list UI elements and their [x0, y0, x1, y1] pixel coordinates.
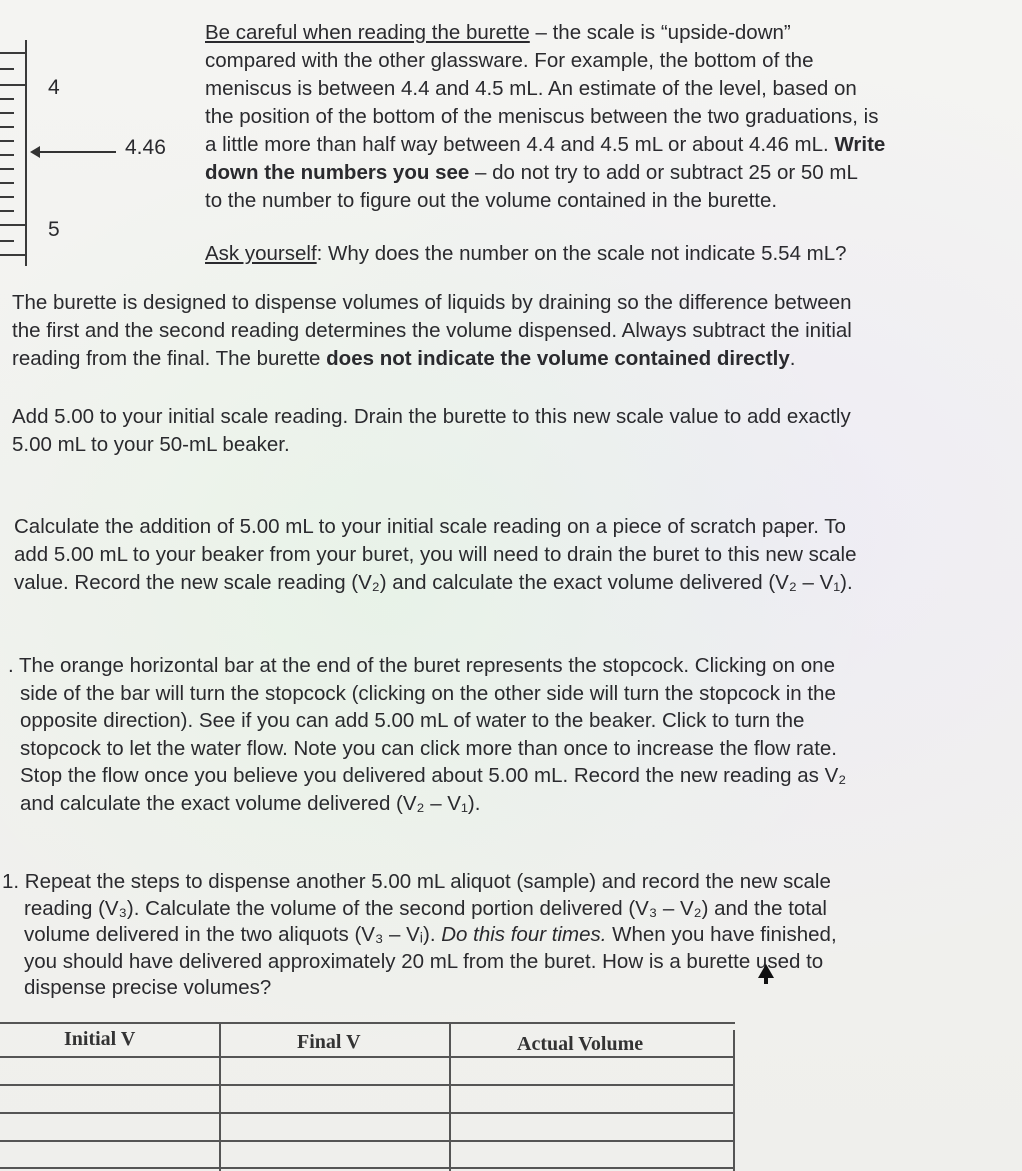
text-line: 1. Repeat the steps to dispense another 5.00 mL aliquot (sample) and record the new scale [2, 870, 831, 893]
text-line: the first and the second reading determines the volume dispensed. Always subtract the initial [12, 319, 852, 342]
text-line: . [789, 347, 796, 370]
text-line: opposite direction). See if you can add 5.00 mL of water to the beaker. Click to turn the [20, 709, 805, 732]
text-line: – the scale is “upside-down” [535, 21, 791, 44]
careful-heading: Be careful when reading the burette [205, 21, 530, 44]
header-final-v: Final V [297, 1031, 361, 1053]
table-divider [219, 1022, 221, 1171]
reading-arrow [38, 151, 116, 153]
text-line: reading (V₃). Calculate the volume of the second portion delivered (V₃ – V₂) and the total [24, 896, 827, 920]
table-rule [0, 1167, 735, 1169]
calculate-paragraph [14, 513, 1014, 597]
table-rule [0, 1112, 735, 1114]
bold-text: does not indicate the volume contained directly [326, 347, 790, 370]
text-line: reading from the final. The burette [12, 347, 321, 370]
burette-scale [0, 40, 28, 266]
add-five-paragraph [12, 403, 1012, 459]
scale-tick [0, 52, 26, 54]
scale-tick [0, 224, 26, 226]
burette-reading-paragraph [205, 19, 1005, 215]
text-line: the position of the bottom of the meniscus between the two graduations, is [205, 105, 879, 128]
ask-label: Ask yourself [205, 242, 317, 265]
text-line: stopcock to let the water flow. Note you can click more than once to increase the flow rate. [20, 736, 837, 760]
ask-text: : Why does the number on the scale not indicate 5.54 mL? [316, 242, 847, 265]
scale-tick [0, 240, 14, 242]
scale-tick [0, 68, 14, 70]
text-line: volume delivered in the two aliquots (V₃ – Vᵢ). [24, 923, 436, 946]
table-rule [0, 1140, 735, 1142]
header-actual-volume: Actual Volume [517, 1033, 644, 1055]
scale-tick [0, 182, 14, 184]
repeat-steps-paragraph [2, 869, 1002, 1002]
scale-tick [0, 154, 14, 156]
table-rule [0, 1022, 735, 1024]
text-line: When you have finished, [612, 923, 837, 946]
table-rule [0, 1056, 735, 1058]
text-line: Stop the flow once you believe you delivered about 5.00 mL. Record the new reading as V₂ [20, 764, 847, 787]
text-line: The burette is designed to dispense volumes of liquids by draining so the difference between [12, 291, 852, 314]
ask-yourself-question [205, 240, 1005, 268]
scale-label-4: 4 [48, 76, 60, 99]
text-line: – do not try to add or subtract 25 or 50 mL [474, 161, 858, 184]
scale-tick [0, 126, 14, 128]
text-line: compared with the other glassware. For example, the bottom of the [205, 49, 814, 72]
burette-design-paragraph [12, 289, 1012, 373]
text-line: Add 5.00 to your initial scale reading. Drain the burette to this new scale value to add exactly [12, 405, 851, 428]
volume-table [0, 1022, 735, 1171]
text-line: Calculate the addition of 5.00 mL to your initial scale reading on a piece of scratch paper. To [14, 515, 846, 538]
scale-reading: 4.46 [125, 136, 166, 159]
scale-tick [0, 210, 14, 212]
scale-tick [0, 168, 14, 170]
header-initial-v: Initial V [64, 1028, 136, 1050]
text-line: value. Record the new scale reading (V₂) and calculate the exact volume delivered (V₂ – V₁). [14, 571, 853, 594]
bold-text: Write [834, 133, 886, 156]
italic-text: Do this four times. [441, 923, 607, 946]
text-line: to the number to figure out the volume contained in the burette. [205, 189, 778, 212]
scale-label-5: 5 [48, 218, 60, 241]
text-line: . The orange horizontal bar at the end of the buret represents the stopcock. Clicking on one [8, 654, 835, 677]
mouse-cursor-tail [764, 976, 768, 984]
scale-tick [0, 254, 26, 256]
scale-line [25, 40, 27, 266]
scale-tick [0, 196, 14, 198]
bold-text: down the numbers you see [205, 161, 470, 184]
table-rule [0, 1084, 735, 1086]
scale-tick [0, 84, 26, 86]
stopcock-paragraph [8, 652, 1008, 817]
text-line: and calculate the exact volume delivered (V₂ – V₁). [20, 791, 481, 815]
scale-tick [0, 140, 14, 142]
scale-tick [0, 98, 14, 100]
text-line: add 5.00 mL to your beaker from your buret, you will need to drain the buret to this new scale [14, 543, 857, 566]
text-line: dispense precise volumes? [24, 976, 272, 999]
table-divider [733, 1030, 735, 1171]
text-line: 5.00 mL to your 50-mL beaker. [12, 433, 290, 456]
table-divider [449, 1022, 451, 1171]
text-line: a little more than half way between 4.4 and 4.5 mL or about 4.46 mL. [205, 133, 829, 156]
scale-tick [0, 112, 14, 114]
text-line: side of the bar will turn the stopcock (clicking on the other side will turn the stopcock in the [20, 681, 836, 705]
text-line: meniscus is between 4.4 and 4.5 mL. An estimate of the level, based on [205, 77, 857, 100]
text-line: you should have delivered approximately 20 mL from the buret. How is a burette used to [24, 949, 824, 973]
